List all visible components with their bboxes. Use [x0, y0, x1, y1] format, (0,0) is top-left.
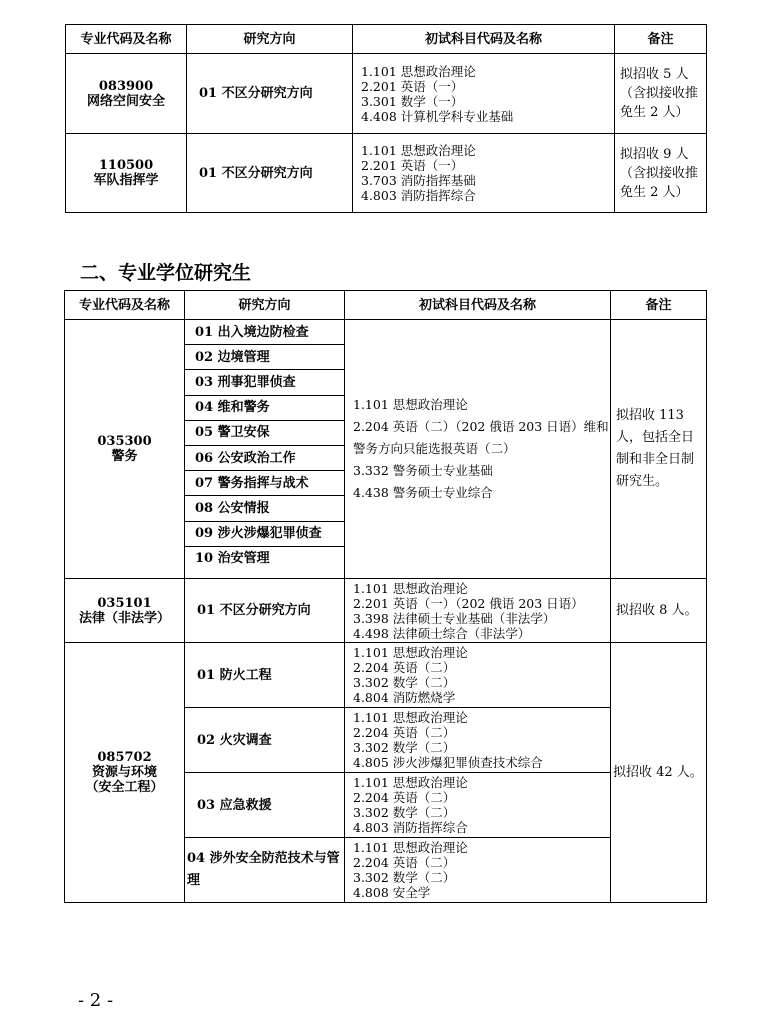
subject-item: 4.804 消防燃烧学 — [353, 690, 456, 705]
subject-item: 2.204 英语（二） — [353, 725, 456, 740]
subject-item: 1.101 思想政治理论 — [353, 775, 468, 790]
subject-item: 3.332 警务硕士专业基础 — [353, 463, 493, 478]
note-cell: 拟招收 8 人。 — [611, 579, 707, 643]
major-code: 035300 — [97, 434, 152, 449]
subjects-cell — [345, 838, 611, 903]
subject-item: 3.302 数学（二） — [353, 870, 456, 885]
major-name: 法律（非法学） — [78, 610, 170, 626]
major-cell — [65, 643, 185, 903]
note-cell: 拟招收 9 人（含拟接收推免生 2 人） — [615, 134, 707, 213]
major-cell — [66, 134, 187, 213]
direction-cell: 01 不区分研究方向 — [187, 134, 353, 213]
direction-item: 02 边境管理 — [185, 345, 344, 370]
academic-degree-table — [65, 24, 707, 213]
subject-item: 4.408 计算机学科专业基础 — [361, 108, 514, 124]
subject-item: 3.302 数学（二） — [353, 675, 456, 690]
subject-item: 1.101 思想政治理论 — [353, 710, 468, 725]
subject-item: 1.101 思想政治理论 — [353, 840, 468, 855]
major-name: 军队指挥学 — [93, 173, 159, 188]
major-cell — [66, 54, 187, 134]
direction-cell: 03 应急救援 — [185, 773, 345, 838]
major-name: 警务 — [111, 449, 138, 464]
direction-cell: 02 火灾调查 — [185, 708, 345, 773]
direction-list-cell — [185, 320, 345, 579]
note-cell: 拟招收 42 人。 — [611, 643, 707, 903]
direction-item: 01 出入境边防检查 — [185, 320, 344, 345]
subjects-cell — [345, 708, 611, 773]
direction-cell: 04 涉外安全防范技术与管理 — [185, 838, 345, 903]
subject-item: 4.498 法律硕士综合（非法学） — [353, 625, 531, 641]
major-cell — [65, 579, 185, 643]
direction-item: 03 刑事犯罪侦查 — [185, 370, 344, 395]
subject-item: 3.703 消防指挥基础 — [361, 173, 476, 188]
subject-item: 2.201 英语（一）（202 俄语 203 日语） — [353, 595, 584, 611]
subjects-cell — [345, 320, 611, 579]
table-header-row — [65, 291, 707, 320]
major-code: 110500 — [98, 158, 154, 173]
major-code: 083900 — [98, 78, 154, 94]
header-subjects: 初试科目代码及名称 — [345, 291, 611, 320]
subject-item: 1.101 思想政治理论 — [361, 63, 476, 79]
subject-item: 2.201 英语（一） — [361, 158, 464, 173]
subjects-cell — [353, 134, 615, 213]
subject-item: 2.201 英语（一） — [361, 78, 464, 94]
subject-item: 1.101 思想政治理论 — [353, 580, 468, 596]
subject-item: 4.438 警务硕士专业综合 — [353, 485, 493, 500]
header-subjects: 初试科目代码及名称 — [353, 25, 615, 54]
subject-item: 3.302 数学（二） — [353, 805, 456, 820]
subjects-cell — [345, 643, 611, 708]
subject-item: 3.398 法律硕士专业基础（非法学） — [353, 610, 556, 626]
professional-degree-table — [64, 290, 707, 903]
header-direction: 研究方向 — [185, 291, 345, 320]
subject-item: 4.808 安全学 — [353, 885, 431, 900]
direction-list — [185, 320, 344, 571]
direction-cell: 01 不区分研究方向 — [187, 54, 353, 134]
header-direction: 研究方向 — [187, 25, 353, 54]
direction-item: 09 涉火涉爆犯罪侦查 — [185, 521, 344, 546]
header-note: 备注 — [611, 291, 707, 320]
subjects-cell — [353, 54, 615, 134]
subject-item: 3.302 数学（二） — [353, 740, 456, 755]
major-code: 085702 — [97, 750, 152, 765]
subject-item: 2.204 英语（二） — [353, 855, 456, 870]
major-name: 网络空间安全 — [86, 93, 165, 109]
table-row — [66, 54, 707, 134]
direction-cell: 01 防火工程 — [185, 643, 345, 708]
subjects-cell — [345, 773, 611, 838]
header-note: 备注 — [615, 25, 707, 54]
subject-item: 4.803 消防指挥综合 — [361, 188, 476, 203]
major-name-sub: （安全工程） — [85, 780, 164, 795]
subject-item: 3.301 数学（一） — [361, 93, 464, 109]
direction-item: 07 警务指挥与战术 — [185, 471, 344, 496]
subject-item: 1.101 思想政治理论 — [353, 645, 468, 660]
subject-item: 1.101 思想政治理论 — [353, 397, 468, 412]
page-number: - 2 - — [78, 990, 114, 1011]
direction-item: 04 维和警务 — [185, 395, 344, 420]
subject-item: 2.204 英语（二） — [353, 790, 456, 805]
major-code: 035101 — [97, 595, 152, 611]
header-major: 专业代码及名称 — [66, 25, 187, 54]
table-row — [66, 134, 707, 213]
table-row — [65, 579, 707, 643]
direction-cell: 01 不区分研究方向 — [185, 579, 345, 643]
table-row — [65, 643, 707, 708]
major-name: 资源与环境 — [91, 765, 157, 780]
subject-item: 4.805 涉火涉爆犯罪侦查技术综合 — [353, 755, 543, 770]
direction-item: 10 治安管理 — [195, 551, 270, 567]
subject-item: 2.204 英语（二） — [353, 660, 456, 675]
note-cell: 拟招收 113 人，包括全日制和非全日制研究生。 — [611, 320, 707, 579]
direction-item: 06 公安政治工作 — [185, 445, 344, 470]
major-cell — [65, 320, 185, 579]
subject-item: 2.204 英语（二）（202 俄语 203 日语）维和警务方向只能选报英语（二） — [353, 419, 609, 456]
table-header-row — [66, 25, 707, 54]
subjects-cell — [345, 579, 611, 643]
section-heading: 二、专业学位研究生 — [80, 262, 252, 284]
table-row — [65, 320, 707, 579]
subject-item: 1.101 思想政治理论 — [361, 143, 476, 158]
header-major: 专业代码及名称 — [65, 291, 185, 320]
note-cell: 拟招收 5 人（含拟接收推免生 2 人） — [615, 54, 707, 134]
subject-item: 4.803 消防指挥综合 — [353, 820, 468, 835]
direction-item: 08 公安情报 — [185, 496, 344, 521]
direction-item: 05 警卫安保 — [185, 420, 344, 445]
